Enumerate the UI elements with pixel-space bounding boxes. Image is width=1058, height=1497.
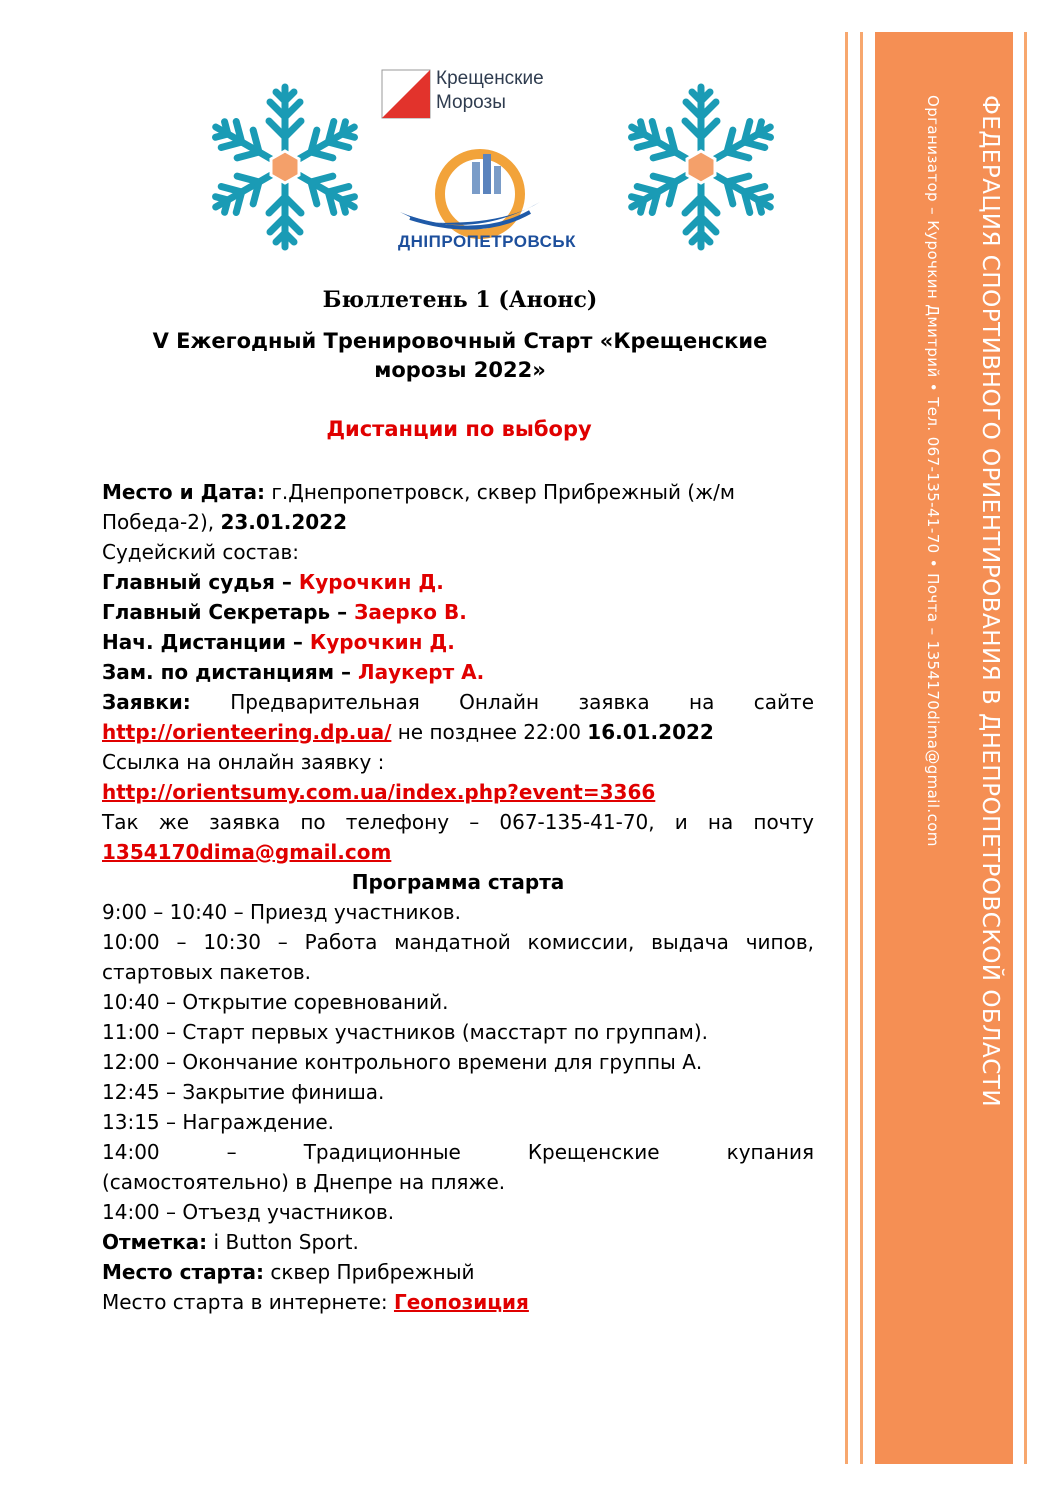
sidebar-rule: [845, 32, 848, 1464]
chief-judge: Курочкин Д.: [298, 570, 444, 594]
online-link-text: Ссылка на онлайн заявку :: [102, 750, 385, 774]
logo-city: ДНІПРОПЕТРОВСЬК: [398, 232, 576, 251]
place-value2: Победа-2),: [102, 510, 221, 534]
bulletin-title: Бюллетень 1 (Анонс): [322, 287, 598, 313]
entries-label: Заявки:: [102, 690, 191, 714]
sidebar-rule: [860, 32, 863, 1464]
chief-secretary-label: Главный Секретарь –: [102, 600, 355, 624]
place-label: Место и Дата:: [102, 480, 265, 504]
entries-deadline-date: 16.01.2022: [587, 720, 714, 744]
judges-heading: Судейский состав:: [102, 540, 300, 564]
start-value: сквер Прибрежный: [263, 1260, 475, 1284]
chief-secretary-line: [102, 597, 814, 627]
logo-line2: Морозы: [436, 92, 506, 113]
event-title-line1: V Ежегодный Тренировочный Старт «Крещенские: [152, 329, 768, 353]
mark-line: [102, 1227, 814, 1257]
deputy: Лаукерт А.: [358, 660, 485, 684]
entries-deadline-text: не позднее 22:00: [391, 720, 588, 744]
course-chief-label: Нач. Дистанции –: [102, 630, 310, 654]
chief-judge-line: [102, 567, 814, 597]
start-line: [102, 1257, 814, 1287]
course-chief-line: [102, 627, 814, 657]
mark-label: Отметка:: [102, 1230, 208, 1254]
place-line: [102, 477, 814, 507]
entries-text: Предварительная Онлайн заявка на сайте: [190, 690, 814, 714]
program-item: 14:00 – Традиционные Крещенские купания: [102, 1140, 814, 1164]
program-item: 9:00 – 10:40 – Приезд участников.: [102, 900, 461, 924]
deputy-label: Зам. по дистанциям –: [102, 660, 359, 684]
program-item: (самостоятельно) в Днепре на пляже.: [102, 1170, 506, 1194]
bulletin-body: [102, 477, 814, 1317]
program-item: 11:00 – Старт первых участников (масстарт по группам).: [102, 1020, 708, 1044]
place-line2: [102, 507, 814, 537]
deputy-line: [102, 657, 814, 687]
logo-line1: Крещенские: [436, 68, 544, 89]
place-value: г.Днепропетровск, сквер Прибрежный (ж/м: [265, 480, 735, 504]
entries-link[interactable]: http://orienteering.dp.ua/: [102, 720, 392, 744]
program-heading: Программа старта: [351, 870, 565, 894]
online-link-line: [102, 777, 814, 807]
program-item: стартовых пакетов.: [102, 960, 312, 984]
entries-link-line: [102, 717, 814, 747]
start-online-text: Место старта в интернете:: [102, 1290, 394, 1314]
federation-title: ФЕДЕРАЦИЯ СПОРТИВНОГО ОРИЕНТИРОВАНИЯ В ДНЕПРОПЕТРОВСКОЙ ОБЛАСТИ: [977, 95, 1003, 1108]
snowflake-icon: [200, 82, 370, 252]
logo-compass-icon: [382, 70, 430, 118]
start-online-line: [102, 1287, 814, 1317]
entries-line: [102, 687, 814, 717]
program-item: 12:00 – Окончание контрольного времени для группы А.: [102, 1050, 703, 1074]
organizer-contact: Организатор – Курочкин Дмитрий • Тел. 067-135-41-70 • Почта – 1354170dima@gmail.com: [924, 95, 942, 847]
geoposition-link[interactable]: Геопозиция: [393, 1290, 529, 1314]
program-item: 12:45 – Закрытие финиша.: [102, 1080, 385, 1104]
course-chief: Курочкин Д.: [309, 630, 455, 654]
snowflake-icon: [616, 82, 786, 252]
start-label: Место старта:: [102, 1260, 264, 1284]
program-item: 10:40 – Открытие соревнований.: [102, 990, 449, 1014]
email-link[interactable]: 1354170dima@gmail.com: [102, 840, 392, 864]
distance-subtitle: Дистанции по выбору: [326, 417, 592, 441]
online-entry-link[interactable]: http://orientsumy.com.ua/index.php?event=3366: [102, 780, 656, 804]
mark-value: i Button Sport.: [207, 1230, 359, 1254]
event-date: 23.01.2022: [220, 510, 347, 534]
program-item: 13:15 – Награждение.: [102, 1110, 334, 1134]
phone-line: Так же заявка по телефону – 067-135-41-70, и на почту: [102, 810, 814, 834]
email-line: [102, 837, 814, 867]
event-title: [110, 327, 810, 385]
chief-judge-label: Главный судья –: [102, 570, 299, 594]
sidebar-rule: [1024, 32, 1027, 1464]
program-item: 10:00 – 10:30 – Работа мандатной комиссии, выдача чипов,: [102, 930, 814, 954]
event-title-line2: морозы 2022»: [374, 358, 546, 382]
chief-secretary: Заерко В.: [354, 600, 467, 624]
program-item: 14:00 – Отъезд участников.: [102, 1200, 395, 1224]
